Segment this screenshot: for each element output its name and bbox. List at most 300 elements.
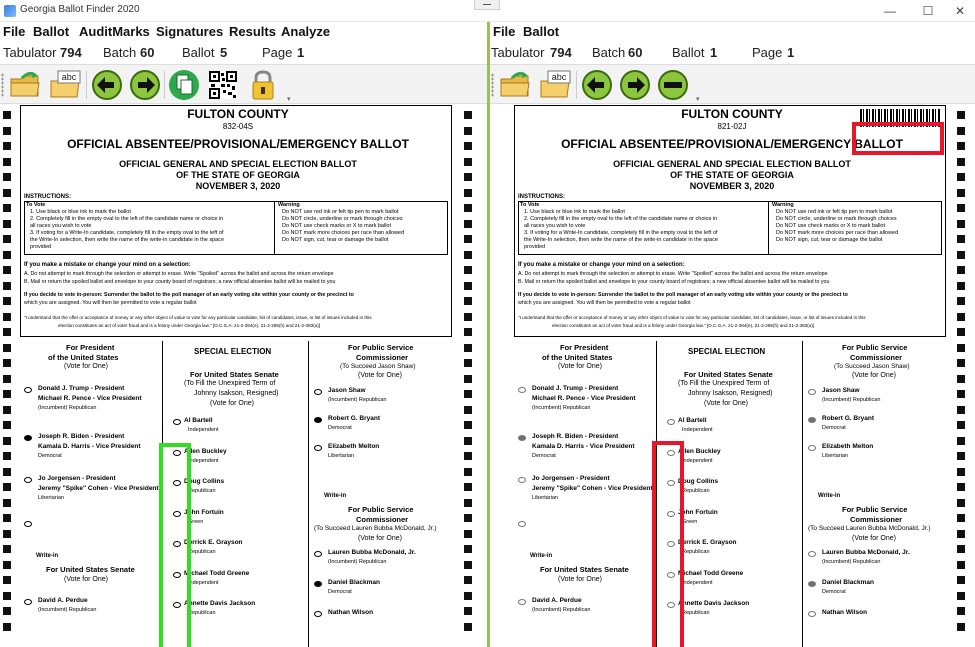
drag-handle[interactable] [474,0,500,10]
timing-mark [957,468,965,476]
timing-mark [464,158,472,166]
timing-mark [957,421,965,429]
warning-heading: Warning [772,202,794,208]
toolbar [0,64,487,104]
inperson-line: which you are assigned. You will then be permitted to vote a regular ballot [24,300,197,306]
svg-text:abc: abc [551,72,567,82]
timing-mark [464,623,472,631]
timing-mark [3,204,11,212]
vote-for-one: (Vote for One) [558,363,602,370]
instructions-heading: INSTRUCTIONS: [518,194,565,200]
mistake-line: A. Do not attempt to mark through the selection or attempt to erase. Write "Spoiled" across the ballot and across the return envelope [24,271,334,277]
candidate-party: Libertarian [532,495,558,501]
timing-mark [464,514,472,522]
timing-mark [464,127,472,135]
close-button[interactable]: ✕ [954,4,966,18]
warning-line: Do NOT circle, underline or mark through choices [776,216,897,222]
timing-mark [3,297,11,305]
write-in-label: Write-in [36,553,59,559]
empty-oval [518,387,526,393]
timing-mark [464,452,472,460]
toolbar-separator [164,71,165,99]
timing-mark [3,561,11,569]
menu-results[interactable]: Results [229,24,276,39]
timing-mark [3,592,11,600]
candidate-name: Allen Buckley [184,447,227,455]
highlight-green-box [159,443,191,647]
timing-mark [3,421,11,429]
candidate-name: David A. Perdue [38,597,88,604]
candidate-party: Independent [682,579,713,586]
batch-value: 60 [140,45,155,60]
timing-mark [957,576,965,584]
candidate-name: Donald J. Trump - President [38,385,125,392]
warning-line: Do NOT use red ink or felt tip pen to mark ballot [282,209,399,215]
candidate-party: Independent [188,427,219,433]
menu-signatures[interactable]: Signatures [156,24,224,39]
candidate-name: Al Bartell [184,417,213,424]
race-subheading: (To Succeed Jason Shaw) [834,363,910,370]
candidate-party: Independent [188,579,219,586]
batch-value: 60 [628,45,643,60]
timing-mark [957,111,965,119]
candidate-party: Republican [188,610,216,616]
right-pane [490,22,975,647]
rename-icon[interactable] [48,68,82,102]
timing-mark [464,545,472,553]
tabulator-value: 794 [60,45,82,60]
timing-mark [464,421,472,429]
legal-line: election constitutes an act of voter fraud and is a felony under Georgia law." [O.C.G.A. 21-2-284(e), 21-2-285(h) and 21-2-383(a)] [58,323,321,328]
timing-mark [957,344,965,352]
timing-mark [464,468,472,476]
inperson-line: If you decide to vote in-person: Surrender the ballot to the poll manager of an early voting site within your county or the precinct to [518,292,848,298]
candidate-name: Nathan Wilson [822,609,868,616]
race-heading: For United States Senate [190,370,279,379]
empty-oval [808,551,816,557]
ballot-image [18,105,458,647]
vote-for-one: (Vote for One) [704,400,748,407]
timing-mark [957,266,965,274]
instruction-line: 3. If voting for a Write-In candidate, completely fill in the empty oval to the left of [524,230,718,236]
empty-oval [24,599,32,605]
timing-mark [957,328,965,336]
warning-line: Do NOT mark more choices per race than allowed [282,230,405,236]
empty-oval [518,599,526,605]
lock-icon[interactable] [246,68,280,102]
candidate-party: (Incumbent) Republican [328,559,387,565]
to-vote-heading: To Vote [520,202,540,208]
timing-mark [3,390,11,398]
open-folder-icon[interactable] [498,68,532,102]
timing-mark [464,266,472,274]
rename-icon[interactable] [538,68,572,102]
empty-oval [808,389,816,395]
timing-mark [3,437,11,445]
race-subheading: Johnny Isakson, Resigned) [194,390,279,397]
maximize-button[interactable]: ☐ [922,4,934,18]
candidate-name: Michael R. Pence - Vice President [38,395,142,402]
menu-analyze[interactable]: Analyze [281,24,331,39]
empty-oval [24,521,32,527]
candidate-party: Independent [682,457,713,464]
timing-mark [957,406,965,414]
race-heading: For United States Senate [46,565,135,574]
instruction-line: the Write-In selection, then write the name of the write-in candidate in the space [524,237,719,243]
candidate-party: Independent [188,457,219,464]
forward-arrow-icon[interactable] [618,68,652,102]
batch-label: Batch [592,45,626,60]
legal-line: "I understand that the offer or acceptance of money or any other object of value to vote for any particular candidate, list of candidates, issue, or list of issues included in this [24,315,372,320]
ballot-date: NOVEMBER 3, 2020 [195,181,281,191]
candidate-name: Jeremy "Spike" Cohen - Vice President [532,485,653,492]
menu-bar [0,22,487,42]
candidate-name: Michael Todd Greene [678,569,744,577]
candidate-name: Al Bartell [678,417,707,424]
candidate-name: Jason Shaw [328,387,366,394]
timing-mark [3,359,11,367]
menu-file[interactable]: File [493,24,516,39]
write-in-label: Write-in [530,553,553,559]
timing-mark [957,623,965,631]
mistake-line: B. Mail or return the spoiled ballot and envelope to your county board of registrars; a new official absentee ballot will be mailed to you [24,279,336,285]
timing-mark [957,158,965,166]
toolbar [490,64,975,104]
timing-marks [957,111,966,638]
candidate-party: Republican [682,549,710,555]
warning-line: Do NOT circle, underline or mark through choices [282,216,403,222]
timing-mark [464,173,472,181]
candidate-name: Kamala D. Harris - Vice President [532,443,635,450]
mistake-heading: If you make a mistake or change your mind on a selection: [518,262,685,268]
filled-oval [808,581,816,587]
mistake-heading: If you make a mistake or change your mind on a selection: [24,262,191,268]
candidate-name: Allen Buckley [678,447,721,455]
minimize-button[interactable]: — [884,4,896,18]
toolbar-grip-icon[interactable] [491,73,494,97]
timing-mark [957,561,965,569]
candidate-party: Democrat [328,425,352,431]
back-arrow-icon[interactable] [90,68,124,102]
minus-icon[interactable] [656,68,690,102]
warning-line: Do NOT use check marks or X to mark ballot [776,223,886,229]
timing-mark [957,235,965,243]
timing-mark [3,530,11,538]
tabulator-label: Tabulator [3,45,57,60]
timing-mark [464,189,472,197]
instruction-line: the Write-In selection, then write the name of the write-in candidate in the space [30,237,225,243]
ballot-subtitle: OF THE STATE OF GEORGIA [176,170,300,180]
warning-line: Do NOT sign, cut, tear or damage the ballot [282,237,389,243]
timing-mark [3,313,11,321]
write-in-label: Write-in [324,493,347,499]
instruction-line: 3. If voting for a Write-In candidate, completely fill in the empty oval to the left of [30,230,224,236]
candidate-name: Derrick E. Grayson [678,539,737,546]
candidate-party: Independent [682,427,713,433]
filled-oval [314,581,322,587]
title-bar [0,0,975,22]
vote-for-one: (Vote for One) [64,576,108,583]
back-arrow-icon[interactable] [580,68,614,102]
timing-mark [3,483,11,491]
race-heading: Commissioner [850,353,903,362]
warning-line: Do NOT use red ink or felt tip pen to mark ballot [776,209,893,215]
timing-mark [3,328,11,336]
inperson-line: If you decide to vote in-person: Surrender the ballot to the poll manager of an early voting site within your county or the precinct to [24,292,354,298]
race-subheading: (To Fill the Unexpired Term of [678,380,770,387]
timing-mark [3,623,11,631]
toolbar-more-icon[interactable]: ▾ [287,96,291,103]
empty-oval [314,445,322,451]
ballot-subtitle: OFFICIAL GENERAL AND SPECIAL ELECTION BALLOT [613,159,851,169]
vote-for-one: (Vote for One) [64,363,108,370]
candidate-name: Daniel Blackman [822,579,875,586]
filled-oval [24,435,32,441]
candidate-party: Republican [188,488,216,494]
inperson-line: which you are assigned. You will then be permitted to vote a regular ballot [518,300,691,306]
timing-mark [464,313,472,321]
race-heading: of the United States [542,353,613,362]
tabulator-label: Tabulator [491,45,545,60]
timing-mark [957,313,965,321]
qr-code-icon[interactable] [206,68,240,102]
ballot-code: 832-04S [222,122,254,131]
timing-mark [464,607,472,615]
timing-mark [957,375,965,383]
race-heading: For Public Service [842,343,908,352]
timing-mark [3,127,11,135]
toolbar-grip-icon[interactable] [1,73,4,97]
race-subheading: (To Fill the Unexpired Term of [184,380,276,387]
instruction-line: 2. Completely fill in the empty oval to the left of the candidate name or choice in [524,216,718,222]
mistake-line: B. Mail or return the spoiled ballot and envelope to your county board of registrars; a new official absentee ballot will be mailed to you [518,279,830,285]
candidate-name: Lauren Bubba McDonald, Jr. [328,549,416,556]
timing-mark [464,406,472,414]
timing-mark [3,499,11,507]
timing-marks [464,111,473,638]
candidate-party: (Incumbent) Republican [38,607,97,613]
filled-oval [518,435,526,441]
candidate-name: Doug Collins [184,478,225,485]
menu-ballot[interactable]: Ballot [523,24,560,39]
candidate-name: David A. Perdue [532,597,582,604]
candidate-name: Jo Jorgensen - President [38,475,116,482]
write-in-label: Write-in [818,493,841,499]
menu-auditmarks[interactable]: AuditMarks [79,24,150,39]
candidate-name: John Fortuin [184,508,224,516]
race-subheading: (To Succeed Lauren Bubba McDonald, Jr.) [314,525,437,532]
candidate-party: Democrat [532,453,556,459]
tabulator-value: 794 [550,45,572,60]
candidate-name: Donald J. Trump - President [532,385,619,392]
timing-mark [957,297,965,305]
county-name: FULTON COUNTY [681,107,783,121]
candidate-party: Green [682,518,698,525]
warning-line: Do NOT mark more choices per race than allowed [776,230,899,236]
timing-mark [957,189,965,197]
ballot-label: Ballot [672,45,705,60]
timing-mark [464,282,472,290]
timing-mark [464,390,472,398]
candidate-name: Derrick E. Grayson [184,539,243,546]
timing-mark [464,483,472,491]
race-heading: For Public Service [842,505,908,514]
timing-mark [3,452,11,460]
timing-mark [957,220,965,228]
county-name: FULTON COUNTY [187,107,289,121]
ballot-image-viewer[interactable] [490,105,975,647]
batch-label: Batch [103,45,137,60]
forward-arrow-icon[interactable] [128,68,162,102]
timing-mark [3,545,11,553]
warning-heading: Warning [278,202,300,208]
vote-for-one: (Vote for One) [210,400,254,407]
column-divider [308,341,309,647]
timing-mark [3,158,11,166]
timing-mark [3,468,11,476]
open-folder-icon[interactable] [8,68,42,102]
toolbar-separator [86,71,87,99]
ballot-image [512,105,952,647]
timing-mark [464,561,472,569]
empty-oval [667,419,675,425]
svg-text:abc: abc [61,72,77,82]
filled-oval [808,417,816,423]
timing-mark [3,375,11,383]
candidate-party: (Incumbent) Republican [328,397,387,403]
timing-mark [957,127,965,135]
ballot-subtitle: OF THE STATE OF GEORGIA [670,170,794,180]
timing-mark [3,266,11,274]
candidate-name: Annette Davis Jackson [678,600,750,607]
race-heading: Commissioner [356,515,409,524]
timing-mark [464,297,472,305]
vote-for-one: (Vote for One) [852,372,896,379]
timing-mark [464,344,472,352]
empty-oval [24,477,32,483]
instruction-line: provided [524,244,546,250]
filled-oval [314,417,322,423]
empty-oval [314,611,322,617]
timing-mark [3,514,11,522]
timing-mark [464,592,472,600]
candidate-name: Doug Collins [678,478,719,485]
candidate-party: Democrat [822,425,846,431]
ballot-label: Ballot [182,45,215,60]
page-value: 1 [787,45,795,60]
ballot-value: 1 [710,45,718,60]
timing-mark [464,359,472,367]
ballot-title: OFFICIAL ABSENTEE/PROVISIONAL/EMERGENCY BALLOT [67,137,409,151]
candidate-party: Democrat [822,589,846,595]
timing-mark [464,328,472,336]
instruction-line: provided [30,244,52,250]
page-label: Page [752,45,783,60]
candidate-party: (Incumbent) Republican [822,397,881,403]
candidate-name: Jason Shaw [822,387,860,394]
instruction-line: all races you wish to vote [524,223,586,229]
race-heading: of the United States [48,353,119,362]
legal-line: "I understand that the offer or acceptance of money or any other object of value to vote for any particular candidate, list of candidates, issue, or list of issues included in this [518,315,866,320]
race-heading: SPECIAL ELECTION [688,347,766,356]
ballot-code: 821-02J [717,122,747,131]
race-heading: For United States Senate [684,370,773,379]
race-heading: For Public Service [348,505,414,514]
highlight-red-box [652,441,684,647]
timing-mark [957,142,965,150]
timing-mark [3,173,11,181]
candidate-name: Michael Todd Greene [184,569,250,577]
timing-mark [3,406,11,414]
timing-mark [464,142,472,150]
ballot-info-bar [0,43,487,63]
ballot-title: OFFICIAL ABSENTEE/PROVISIONAL/EMERGENCY BALLOT [561,137,903,151]
timing-mark [957,390,965,398]
column-divider [802,341,803,647]
instruction-line: 2. Completely fill in the empty oval to the left of the candidate name or choice in [30,216,224,222]
race-subheading: Johnny Isakson, Resigned) [688,390,773,397]
ballot-value: 5 [220,45,228,60]
candidate-party: (Incumbent) Republican [38,405,97,411]
candidate-name: Elizabeth Melton [822,443,874,450]
timing-mark [957,173,965,181]
empty-oval [314,389,322,395]
candidate-name: Annette Davis Jackson [184,600,256,607]
race-heading: For President [560,343,609,352]
timing-mark [957,204,965,212]
timing-mark [957,592,965,600]
race-heading: SPECIAL ELECTION [194,347,272,356]
instructions-heading: INSTRUCTIONS: [24,194,71,200]
candidate-party: Republican [682,488,710,494]
candidate-name: Michael R. Pence - Vice President [532,395,636,402]
menu-ballot[interactable]: Ballot [33,24,70,39]
timing-mark [3,251,11,259]
timing-mark [3,576,11,584]
timing-mark [957,607,965,615]
candidate-name: Robert G. Bryant [822,415,875,422]
timing-mark [3,142,11,150]
timing-mark [3,282,11,290]
menu-file[interactable]: File [3,24,26,39]
candidate-party: Green [188,518,204,525]
race-heading: For Public Service [348,343,414,352]
timing-mark [957,499,965,507]
race-subheading: (To Succeed Lauren Bubba McDonald, Jr.) [808,525,931,532]
highlight-red-box-barcode [852,122,944,155]
timing-mark [464,251,472,259]
timing-mark [464,111,472,119]
candidate-name: Kamala D. Harris - Vice President [38,443,141,450]
timing-marks [3,111,12,638]
race-heading: Commissioner [356,353,409,362]
empty-oval [808,611,816,617]
ballot-subtitle: OFFICIAL GENERAL AND SPECIAL ELECTION BALLOT [119,159,357,169]
timing-mark [957,452,965,460]
toolbar-more-icon[interactable]: ▾ [696,96,700,103]
ballot-image-viewer[interactable] [0,105,487,647]
copy-icon[interactable] [167,68,201,102]
vote-for-one: (Vote for One) [852,535,896,542]
candidate-name: Joseph R. Biden - President [532,433,619,440]
timing-mark [957,545,965,553]
timing-mark [3,189,11,197]
timing-mark [464,530,472,538]
candidate-name: John Fortuin [678,508,718,516]
timing-mark [3,607,11,615]
timing-mark [3,111,11,119]
race-heading: For President [66,343,115,352]
